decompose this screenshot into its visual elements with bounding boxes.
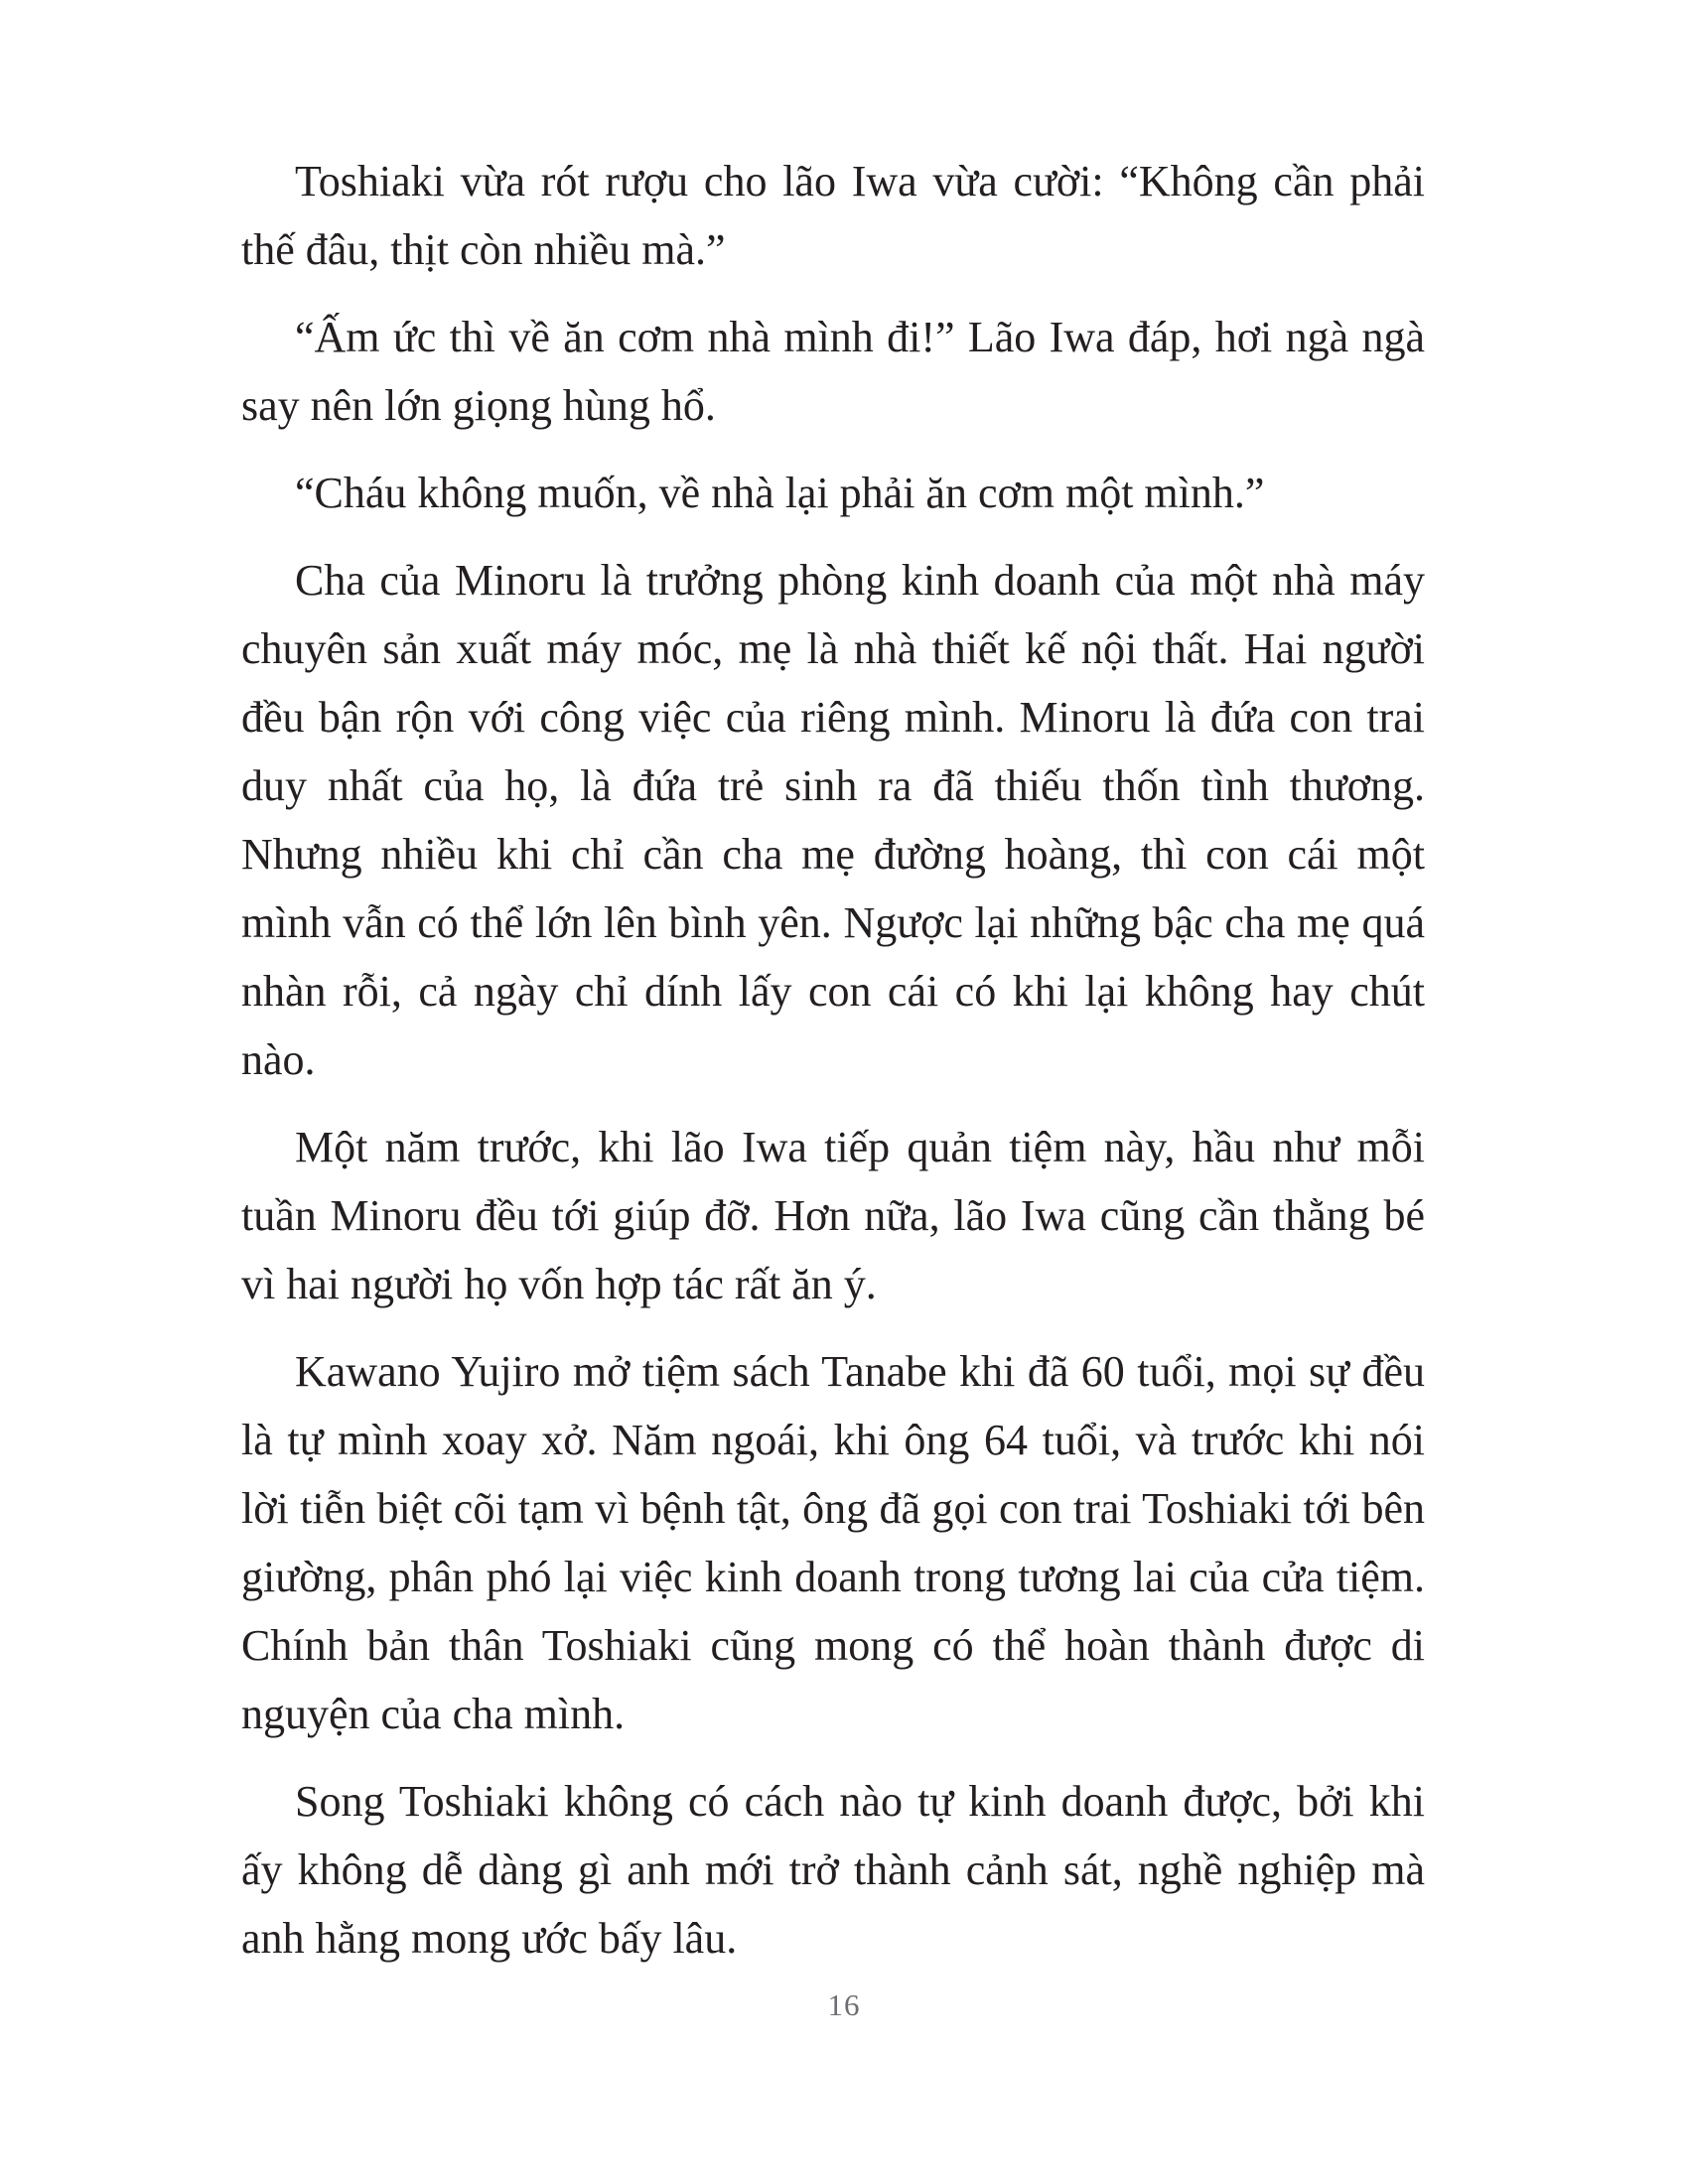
- paragraph: Cha của Minoru là trưởng phòng kinh doanh của một nhà máy chuyên sản xuất máy móc, mẹ là nhà thiết kế nội thất. Hai người đều bận rộn với công việc của riêng mình. Minoru là đứa con trai duy nhất của họ, là đứa trẻ sinh ra đã thiếu thốn tình thương. Nhưng nhiều khi chỉ cần cha mẹ đường hoàng, thì con cái một mình vẫn có thể lớn lên bình yên. Ngược lại những bậc cha mẹ quá nhàn rỗi, cả ngày chỉ dính lấy con cái có khi lại không hay chút nào.: [241, 556, 1425, 1084]
- paragraph: “Ấm ức thì về ăn cơm nhà mình đi!” Lão Iwa đáp, hơi ngà ngà say nên lớn giọng hùng hổ.: [241, 313, 1425, 430]
- paragraph: Song Toshiaki không có cách nào tự kinh doanh được, bởi khi ấy không dễ dàng gì anh mới trở thành cảnh sát, nghề nghiệp mà anh hằng mong ước bấy lâu.: [241, 1777, 1425, 1963]
- paragraph: “Cháu không muốn, về nhà lại phải ăn cơm một mình.”: [295, 469, 1265, 517]
- paragraph: Kawano Yujiro mở tiệm sách Tanabe khi đã 60 tuổi, mọi sự đều là tự mình xoay xở. Năm ngoái, khi ông 64 tuổi, và trước khi nói lời tiễn biệt cõi tạm vì bệnh tật, ông đã gọi con trai Toshiaki tới bên giường, phân phó lại việc kinh doanh trong tương lai của cửa tiệm. Chính bản thân Toshiaki cũng mong có thể hoàn thành được di nguyện của cha mình.: [241, 1347, 1425, 1738]
- body-text: [241, 147, 1425, 1973]
- paragraph: Toshiaki vừa rót rượu cho lão Iwa vừa cười: “Không cần phải thế đâu, thịt còn nhiều mà.”: [241, 157, 1425, 274]
- page-number: 16: [827, 1987, 861, 2022]
- paragraph: Một năm trước, khi lão Iwa tiếp quản tiệm này, hầu như mỗi tuần Minoru đều tới giúp đỡ. Hơn nữa, lão Iwa cũng cần thằng bé vì hai người họ vốn hợp tác rất ăn ý.: [241, 1123, 1425, 1308]
